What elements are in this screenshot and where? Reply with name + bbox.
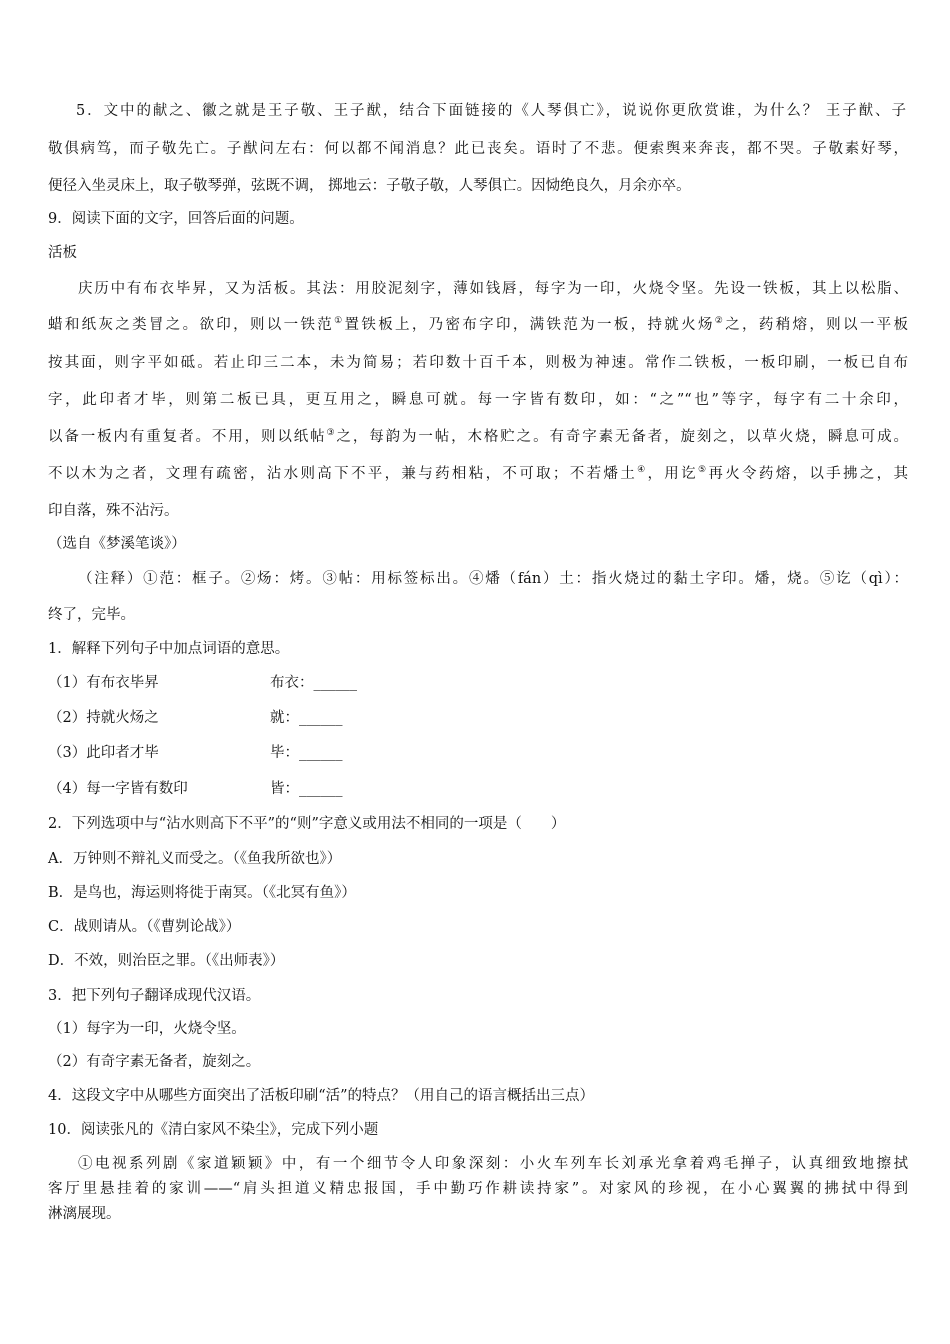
notes-line-2: 终了，完毕。 bbox=[48, 607, 135, 623]
sq2-option-a[interactable]: A．万钟则不辩礼义而受之。（《鱼我所欲也》） bbox=[48, 851, 342, 867]
note-ref-1: ① bbox=[334, 316, 345, 326]
sq1-answer-1[interactable]: 布衣：______ bbox=[270, 675, 357, 691]
q5-line-3: 便径入坐灵床上，取子敬琴弹，弦既不调， 掷地云：子敬子敬，人琴俱亡。因恸绝良久，月余亦卒。 bbox=[48, 178, 691, 194]
sq3-prompt: 3．把下列句子翻译成现代汉语。 bbox=[48, 988, 261, 1004]
sq1-item-3: （3）此印者才毕 毕：______ bbox=[48, 745, 343, 761]
note-ref-3: ③ bbox=[326, 428, 337, 438]
sq4-prompt: 4．这段文字中从哪些方面突出了活板印刷“活”的特点？（用自己的语言概括出三点） bbox=[48, 1088, 595, 1104]
q10-heading: 10．阅读张凡的《清白家风不染尘》，完成下列小题 bbox=[48, 1122, 379, 1138]
sq1-item-2: （2）持就火炀之 就：______ bbox=[48, 710, 343, 726]
note-ref-5: ⑤ bbox=[697, 465, 709, 475]
sq2-option-d[interactable]: D．不效，则治臣之罪。（《出师表》） bbox=[48, 953, 285, 969]
sq1-prompt: 1．解释下列句子中加点词语的意思。 bbox=[48, 641, 290, 657]
sq1-item-1: （1）有布衣毕昇 布衣：______ bbox=[48, 675, 357, 691]
sq2-option-c[interactable]: C．战则请从。（《曹刿论战》） bbox=[48, 919, 241, 935]
q5-line-2: 敬俱病笃，而子敬先亡。子猷问左右：何以都不闻消息？此已丧矣。语时了不悲。便索舆来奔丧，都不哭。子敬素好琴， bbox=[48, 141, 908, 157]
note-ref-4: ④ bbox=[637, 465, 648, 475]
sq3-item-2: （2）有奇字素无备者，旋刻之。 bbox=[48, 1054, 261, 1070]
sq1-item-4: （4）每一字皆有数印 皆：______ bbox=[48, 781, 343, 797]
passage-line-3: 按其面，则字平如砥。若止印三二本，未为简易；若印数十百千本，则极为神速。常作二铁板，一板印刷，一板已自布 bbox=[48, 355, 908, 371]
sq3-item-1: （1）每字为一印，火烧令坚。 bbox=[48, 1021, 246, 1037]
sq1-answer-2[interactable]: 就：______ bbox=[270, 710, 343, 726]
passage-line-6: 不以木为之者，文理有疏密，沾水则高下不平，兼与药相粘，不可取；不若燔土④，用讫⑤再火令药熔，以手拂之，其 bbox=[48, 465, 909, 482]
q10-line-3: 淋漓展现。 bbox=[48, 1206, 121, 1222]
sq1-answer-3[interactable]: 毕：______ bbox=[270, 745, 343, 761]
q10-line-1: ①电视系列剧《家道颖颖》中，有一个细节令人印象深刻：小火车列车长刘承光拿着鸡毛掸子，认真细致地擦拭 bbox=[78, 1156, 908, 1172]
sq1-answer-4[interactable]: 皆：______ bbox=[270, 781, 343, 797]
q10-line-2: 客厅里悬挂着的家训——“肩头担道义精忠报国，手中勤巧作耕读持家”。对家风的珍视，在小心翼翼的拂拭中得到 bbox=[48, 1181, 908, 1197]
sq2-prompt: 2．下列选项中与“沾水则高下不平”的“则”字意义或用法不相同的一项是（ ） bbox=[48, 816, 566, 832]
passage-line-4: 字，此印者才毕，则第二板已具，更互用之，瞬息可就。每一字皆有数印，如：“之”“也”等字，每字有二十余印， bbox=[48, 392, 908, 408]
passage-title: 活板 bbox=[48, 245, 77, 261]
passage-line-5: 以备一板内有重复者。不用，则以纸帖③之，每韵为一帖，木格贮之。有奇字素无备者，旋刻之，以草火烧，瞬息可成。 bbox=[48, 428, 908, 445]
q5-line-1: 5．文中的献之、徽之就是王子敬、王子猷，结合下面链接的《人琴俱亡》，说说你更欣赏谁，为什么？ 王子猷、子 bbox=[76, 103, 906, 119]
q9-heading: 9．阅读下面的文字，回答后面的问题。 bbox=[48, 211, 304, 227]
passage-line-7: 印自落，殊不沾污。 bbox=[48, 503, 179, 519]
sq2-option-b[interactable]: B．是鸟也，海运则将徙于南冥。（《北冥有鱼》） bbox=[48, 885, 356, 901]
note-ref-2: ② bbox=[714, 316, 726, 326]
passage-line-1: 庆历中有布衣毕昇，又为活板。其法：用胶泥刻字，薄如钱唇，每字为一印，火烧令坚。先设一铁板，其上以松脂、 bbox=[78, 281, 908, 297]
passage-source: （选自《梦溪笔谈》） bbox=[48, 536, 186, 552]
passage-line-2: 蜡和纸灰之类冒之。欲印，则以一铁范①置铁板上，乃密布字印，满铁范为一板，持就火炀②之，药稍熔，则以一平板 bbox=[48, 316, 909, 333]
notes-line-1: （注释）①范：框子。②炀：烤。③帖：用标签标出。④燔（fán）土：指火烧过的黏土字印。燔，烧。⑤讫（qì）： bbox=[78, 571, 908, 587]
